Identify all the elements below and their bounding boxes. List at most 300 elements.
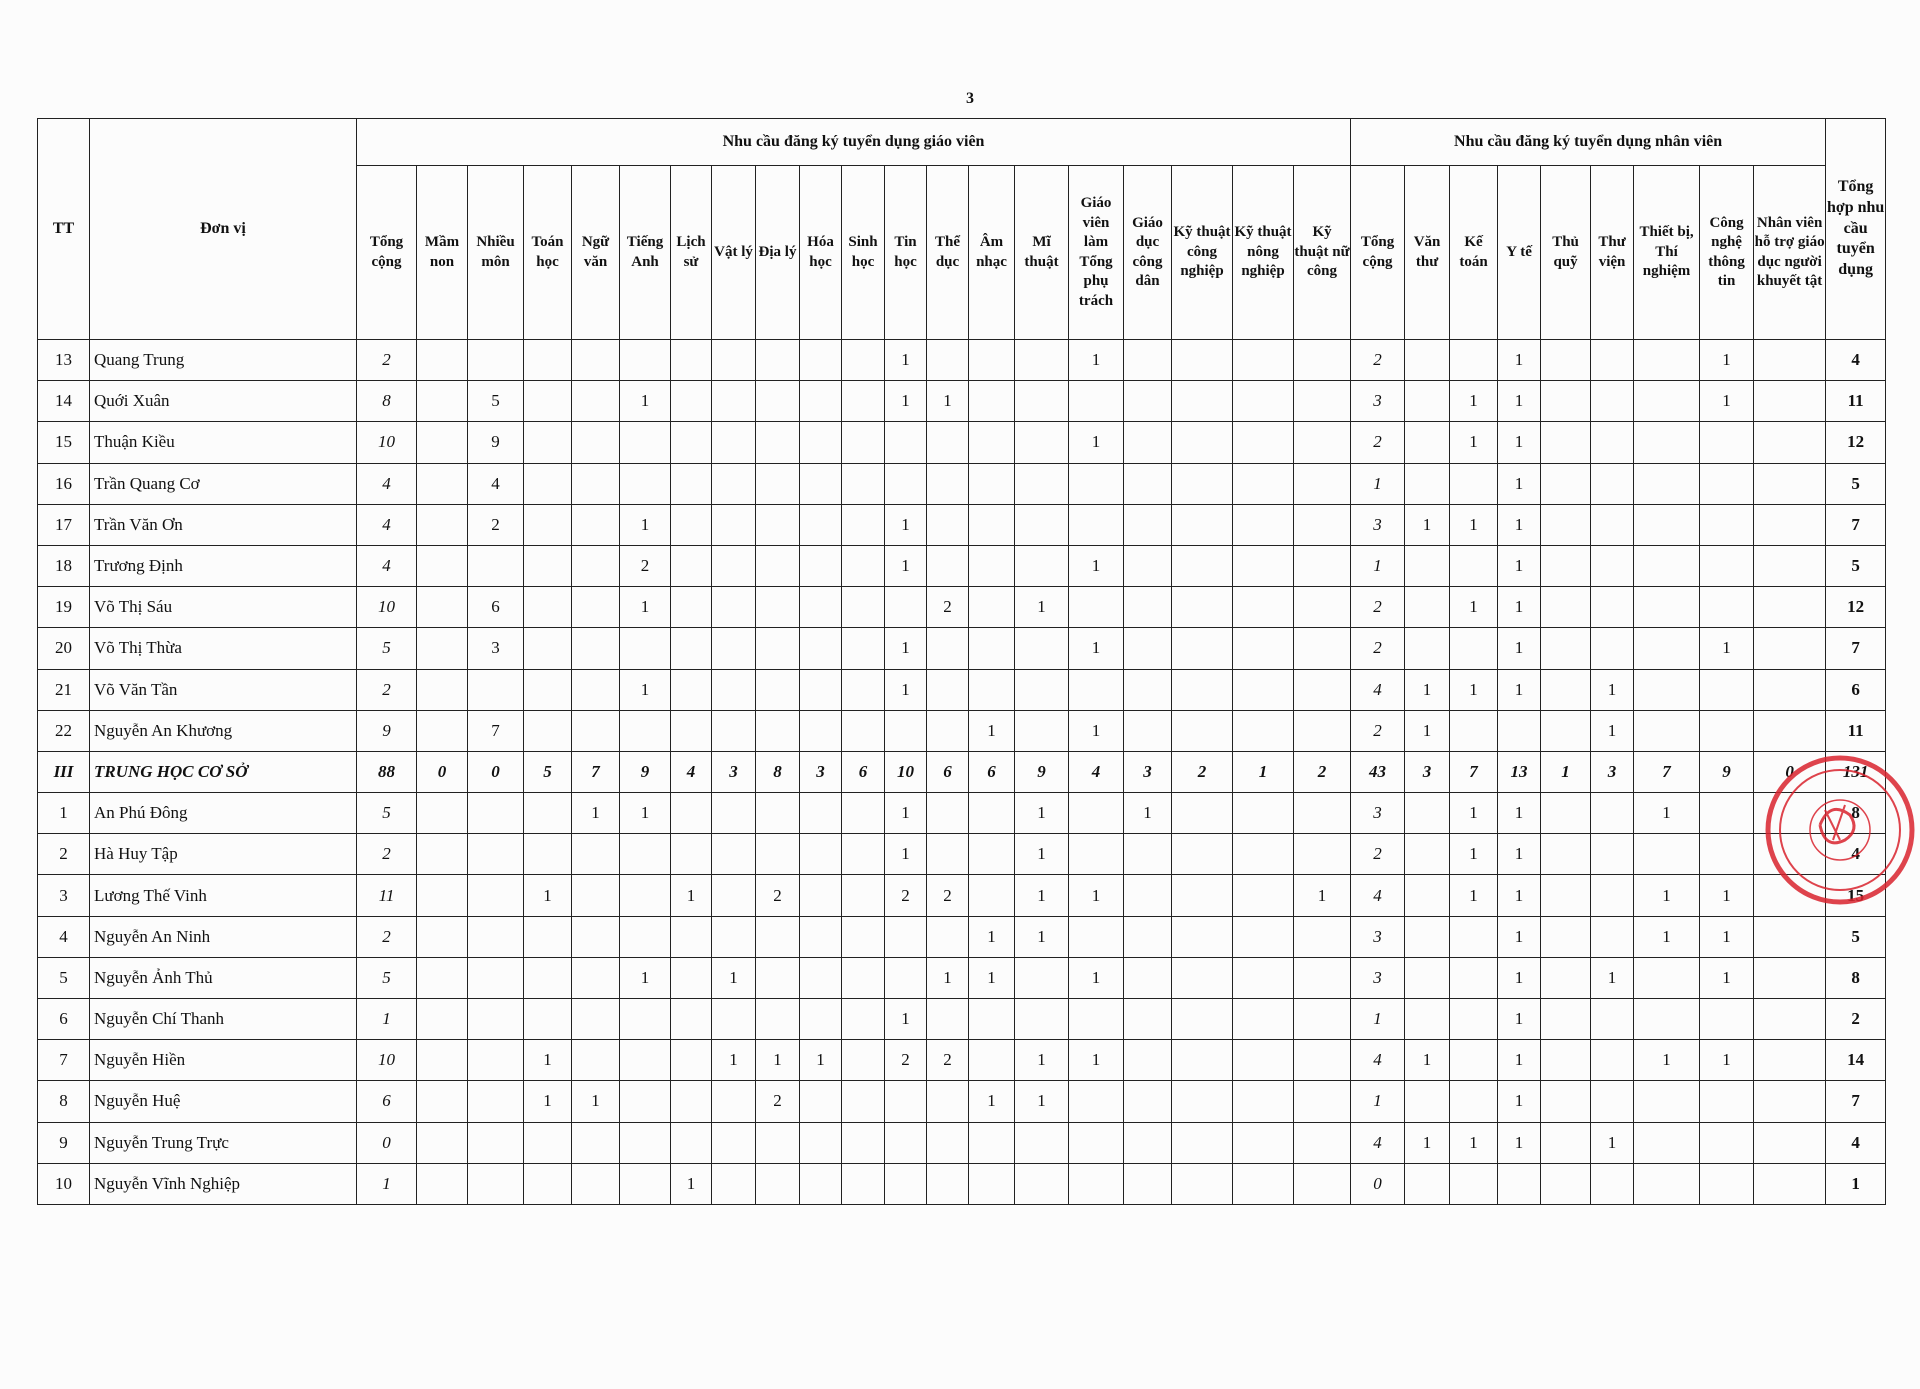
row-unit-name: Nguyễn An Khương: [90, 710, 357, 751]
table-row: [38, 504, 1886, 545]
row-staff-cell: 1: [1498, 999, 1541, 1040]
row-staff-cell: 1: [1700, 1040, 1754, 1081]
row-teacher-cell: 1: [1069, 875, 1124, 916]
row-teacher-cell: [1172, 463, 1233, 504]
row-staff-cell: [1700, 1081, 1754, 1122]
row-teacher-cell: [1015, 1163, 1069, 1204]
row-staff-cell: [1700, 793, 1754, 834]
row-teacher-cell: 1: [1069, 340, 1124, 381]
row-teacher-cell: [468, 1040, 524, 1081]
recruitment-table: [37, 118, 1886, 1205]
row-teacher-cell: [800, 834, 842, 875]
row-teacher-cell: 1: [620, 793, 671, 834]
row-staff-cell: 1: [1700, 957, 1754, 998]
row-staff-cell: [1754, 628, 1826, 669]
row-teacher-cell: [671, 1040, 712, 1081]
row-teacher-cell: [524, 504, 572, 545]
row-teacher-cell: [620, 875, 671, 916]
row-staff-cell: [1591, 1163, 1634, 1204]
row-staff-total: 2: [1351, 834, 1405, 875]
row-grand-total: 12: [1826, 422, 1886, 463]
row-teacher-cell: [1294, 587, 1351, 628]
row-teacher-cell: [756, 381, 800, 422]
row-staff-total: 1: [1351, 545, 1405, 586]
row-teacher-cell: [712, 545, 756, 586]
header-teacher-col: Thể dục: [927, 166, 969, 340]
row-teacher-cell: [468, 793, 524, 834]
row-staff-cell: [1541, 504, 1591, 545]
header-staff-col: Thủ quỹ: [1541, 166, 1591, 340]
row-staff-cell: 1: [1498, 1081, 1541, 1122]
row-teacher-cell: 1: [1015, 1040, 1069, 1081]
row-teacher-cell: 1: [927, 957, 969, 998]
row-teacher-cell: [417, 340, 468, 381]
row-teacher-cell: [572, 834, 620, 875]
row-teacher-cell: 9: [468, 422, 524, 463]
row-staff-cell: [1405, 793, 1450, 834]
row-grand-total: 5: [1826, 463, 1886, 504]
row-teacher-cell: [885, 710, 927, 751]
row-grand-total: 4: [1826, 834, 1886, 875]
row-staff-cell: [1754, 1122, 1826, 1163]
row-teacher-cell: [969, 422, 1015, 463]
row-teacher-cell: 1: [1069, 710, 1124, 751]
row-teacher-cell: [1233, 381, 1294, 422]
row-staff-cell: [1450, 463, 1498, 504]
row-teacher-cell: [927, 340, 969, 381]
row-teacher-cell: 2: [468, 504, 524, 545]
row-teacher-cell: [572, 504, 620, 545]
row-staff-cell: [1754, 916, 1826, 957]
row-teacher-cell: [712, 1122, 756, 1163]
row-teacher-cell: [969, 1040, 1015, 1081]
row-teacher-total: 2: [357, 340, 417, 381]
row-teacher-cell: [1069, 1081, 1124, 1122]
row-unit-name: Võ Thị Thừa: [90, 628, 357, 669]
row-unit-name: Trần Quang Cơ: [90, 463, 357, 504]
row-teacher-cell: [468, 834, 524, 875]
table-row: [38, 834, 1886, 875]
row-teacher-cell: [842, 999, 885, 1040]
row-teacher-cell: [1172, 422, 1233, 463]
row-teacher-cell: [1233, 504, 1294, 545]
row-teacher-cell: [969, 545, 1015, 586]
row-teacher-cell: [572, 957, 620, 998]
row-teacher-cell: [572, 463, 620, 504]
row-teacher-cell: 1: [885, 793, 927, 834]
row-teacher-cell: [885, 916, 927, 957]
row-staff-cell: [1700, 999, 1754, 1040]
header-teacher-col: Địa lý: [756, 166, 800, 340]
row-teacher-cell: 1: [1015, 875, 1069, 916]
row-teacher-cell: [756, 1163, 800, 1204]
row-teacher-cell: 1: [524, 875, 572, 916]
row-teacher-cell: [756, 422, 800, 463]
row-staff-cell: [1450, 957, 1498, 998]
row-teacher-cell: [524, 1163, 572, 1204]
row-teacher-cell: [1172, 793, 1233, 834]
row-teacher-cell: 2: [927, 875, 969, 916]
row-staff-cell: 1: [1634, 916, 1700, 957]
row-unit-name: Hà Huy Tập: [90, 834, 357, 875]
header-teacher-col: Toán học: [524, 166, 572, 340]
row-staff-total: 3: [1351, 381, 1405, 422]
row-teacher-cell: [712, 834, 756, 875]
row-teacher-cell: [756, 587, 800, 628]
row-teacher-cell: [468, 916, 524, 957]
page-number: 3: [966, 90, 974, 107]
header-staff-col: Văn thư: [1405, 166, 1450, 340]
row-teacher-cell: [417, 422, 468, 463]
row-teacher-cell: [1172, 587, 1233, 628]
row-staff-cell: 1: [1591, 710, 1634, 751]
row-teacher-cell: [524, 710, 572, 751]
row-grand-total: 4: [1826, 340, 1886, 381]
row-teacher-cell: 1: [969, 916, 1015, 957]
row-teacher-cell: [1294, 669, 1351, 710]
row-teacher-cell: [1069, 1122, 1124, 1163]
row-teacher-cell: [417, 628, 468, 669]
row-teacher-cell: [842, 504, 885, 545]
row-teacher-cell: [969, 1122, 1015, 1163]
row-teacher-cell: [620, 916, 671, 957]
row-staff-cell: [1591, 587, 1634, 628]
row-staff-cell: [1591, 999, 1634, 1040]
row-staff-cell: [1700, 834, 1754, 875]
row-teacher-cell: 1: [1069, 628, 1124, 669]
row-teacher-cell: [1294, 1081, 1351, 1122]
row-staff-cell: 1: [1634, 793, 1700, 834]
row-teacher-cell: [927, 463, 969, 504]
row-teacher-cell: [671, 834, 712, 875]
row-teacher-cell: [1172, 1163, 1233, 1204]
row-teacher-cell: [572, 587, 620, 628]
row-teacher-cell: [969, 1163, 1015, 1204]
row-teacher-cell: [417, 875, 468, 916]
table-row: [38, 751, 1886, 792]
row-teacher-cell: [842, 381, 885, 422]
row-staff-cell: [1405, 628, 1450, 669]
row-staff-cell: 1: [1591, 669, 1634, 710]
row-staff-cell: 1: [1450, 381, 1498, 422]
row-tt: 10: [38, 1163, 90, 1204]
row-unit-name: Nguyễn Hiền: [90, 1040, 357, 1081]
row-teacher-cell: 1: [712, 957, 756, 998]
row-teacher-cell: [712, 793, 756, 834]
row-grand-total: 4: [1826, 1122, 1886, 1163]
row-teacher-cell: [1124, 999, 1172, 1040]
row-teacher-cell: [1294, 463, 1351, 504]
row-teacher-cell: [1294, 1163, 1351, 1204]
row-teacher-cell: [1069, 381, 1124, 422]
row-teacher-cell: [1294, 834, 1351, 875]
table-row: [38, 710, 1886, 751]
row-teacher-cell: 1: [885, 999, 927, 1040]
row-grand-total: 8: [1826, 793, 1886, 834]
row-teacher-cell: [1172, 504, 1233, 545]
row-staff-cell: 1: [1405, 504, 1450, 545]
table-row: [38, 340, 1886, 381]
row-teacher-total: 11: [357, 875, 417, 916]
row-teacher-cell: [712, 710, 756, 751]
row-staff-cell: [1634, 587, 1700, 628]
row-teacher-cell: [885, 463, 927, 504]
row-teacher-cell: [524, 1122, 572, 1163]
row-unit-name: Nguyễn An Ninh: [90, 916, 357, 957]
row-teacher-cell: [671, 957, 712, 998]
row-teacher-cell: 8: [756, 751, 800, 792]
row-teacher-cell: [468, 999, 524, 1040]
row-teacher-cell: [800, 422, 842, 463]
row-teacher-cell: [468, 545, 524, 586]
row-teacher-cell: [524, 422, 572, 463]
row-teacher-cell: [1233, 1040, 1294, 1081]
row-staff-cell: 1: [1700, 381, 1754, 422]
row-staff-cell: 1: [1498, 793, 1541, 834]
row-teacher-total: 1: [357, 999, 417, 1040]
row-unit-name: Trần Văn Ơn: [90, 504, 357, 545]
row-teacher-cell: 1: [1294, 875, 1351, 916]
table-row: [38, 916, 1886, 957]
row-teacher-cell: [524, 340, 572, 381]
row-teacher-cell: [712, 1163, 756, 1204]
row-teacher-cell: [572, 669, 620, 710]
row-staff-total: 2: [1351, 628, 1405, 669]
row-unit-name: Nguyễn Chí Thanh: [90, 999, 357, 1040]
row-teacher-cell: [1233, 463, 1294, 504]
row-teacher-cell: [417, 587, 468, 628]
row-teacher-cell: [572, 422, 620, 463]
row-teacher-cell: [1172, 834, 1233, 875]
row-teacher-total: 8: [357, 381, 417, 422]
row-grand-total: 7: [1826, 1081, 1886, 1122]
row-teacher-cell: 1: [1069, 545, 1124, 586]
row-staff-cell: 1: [1541, 751, 1591, 792]
row-teacher-cell: 3: [1124, 751, 1172, 792]
row-teacher-cell: [671, 422, 712, 463]
row-staff-cell: [1754, 422, 1826, 463]
row-staff-cell: 1: [1498, 504, 1541, 545]
row-staff-cell: 1: [1450, 1122, 1498, 1163]
row-teacher-cell: 5: [524, 751, 572, 792]
row-teacher-cell: [927, 793, 969, 834]
row-teacher-cell: [885, 1081, 927, 1122]
row-tt: 5: [38, 957, 90, 998]
row-teacher-cell: [842, 587, 885, 628]
row-teacher-cell: [417, 1040, 468, 1081]
row-teacher-cell: [620, 1040, 671, 1081]
row-tt: 22: [38, 710, 90, 751]
header-teacher-col: Giáo dục công dân: [1124, 166, 1172, 340]
row-teacher-cell: [1069, 793, 1124, 834]
row-teacher-cell: [885, 422, 927, 463]
row-teacher-cell: [969, 793, 1015, 834]
row-teacher-cell: [1124, 710, 1172, 751]
row-teacher-cell: 1: [671, 1163, 712, 1204]
row-staff-cell: [1634, 628, 1700, 669]
row-staff-cell: [1541, 340, 1591, 381]
row-teacher-cell: [927, 999, 969, 1040]
row-staff-cell: [1541, 381, 1591, 422]
row-staff-cell: [1405, 916, 1450, 957]
header-staff-col: Thiết bị, Thí nghiệm: [1634, 166, 1700, 340]
row-teacher-cell: [620, 628, 671, 669]
row-teacher-cell: [671, 545, 712, 586]
row-teacher-cell: [1233, 545, 1294, 586]
row-teacher-cell: 1: [572, 793, 620, 834]
row-teacher-total: 6: [357, 1081, 417, 1122]
row-teacher-total: 4: [357, 504, 417, 545]
row-teacher-cell: [1172, 957, 1233, 998]
row-teacher-cell: [842, 669, 885, 710]
row-teacher-cell: [1172, 710, 1233, 751]
row-teacher-cell: [417, 916, 468, 957]
row-teacher-cell: [756, 793, 800, 834]
table-row: [38, 957, 1886, 998]
row-teacher-cell: [712, 628, 756, 669]
row-tt: 17: [38, 504, 90, 545]
row-teacher-cell: [1233, 834, 1294, 875]
row-teacher-cell: 2: [620, 545, 671, 586]
row-grand-total: 12: [1826, 587, 1886, 628]
row-staff-cell: [1591, 628, 1634, 669]
table-row: [38, 793, 1886, 834]
row-staff-cell: 1: [1498, 545, 1541, 586]
row-unit-name: An Phú Đông: [90, 793, 357, 834]
row-teacher-cell: [756, 628, 800, 669]
row-teacher-cell: [756, 916, 800, 957]
row-staff-cell: [1405, 957, 1450, 998]
row-grand-total: 11: [1826, 710, 1886, 751]
row-teacher-cell: [927, 545, 969, 586]
row-teacher-cell: [620, 1122, 671, 1163]
row-staff-cell: [1405, 340, 1450, 381]
table-row: [38, 1040, 1886, 1081]
row-staff-cell: [1405, 422, 1450, 463]
row-teacher-cell: 1: [756, 1040, 800, 1081]
row-teacher-total: 5: [357, 957, 417, 998]
row-teacher-cell: 1: [885, 504, 927, 545]
row-grand-total: 8: [1826, 957, 1886, 998]
row-teacher-cell: [1294, 340, 1351, 381]
row-staff-total: 2: [1351, 340, 1405, 381]
row-teacher-cell: [671, 381, 712, 422]
row-teacher-cell: [1124, 1081, 1172, 1122]
row-staff-cell: [1405, 834, 1450, 875]
row-teacher-cell: [1172, 381, 1233, 422]
row-teacher-cell: [1124, 957, 1172, 998]
row-unit-name: Võ Văn Tần: [90, 669, 357, 710]
row-teacher-cell: [969, 669, 1015, 710]
row-teacher-cell: [1124, 463, 1172, 504]
row-teacher-cell: [572, 381, 620, 422]
header-staff-col: Y tế: [1498, 166, 1541, 340]
row-teacher-cell: [1233, 587, 1294, 628]
row-teacher-cell: [417, 1163, 468, 1204]
row-teacher-cell: [671, 504, 712, 545]
row-teacher-cell: [620, 463, 671, 504]
row-staff-cell: [1591, 875, 1634, 916]
row-staff-cell: [1754, 381, 1826, 422]
row-staff-cell: [1754, 463, 1826, 504]
row-staff-cell: [1754, 545, 1826, 586]
row-teacher-cell: [800, 916, 842, 957]
row-teacher-cell: [927, 1122, 969, 1163]
row-teacher-cell: [572, 1040, 620, 1081]
row-teacher-cell: 1: [620, 587, 671, 628]
row-teacher-cell: [842, 875, 885, 916]
row-staff-cell: [1754, 669, 1826, 710]
row-staff-cell: [1634, 957, 1700, 998]
row-teacher-cell: 1: [885, 628, 927, 669]
row-teacher-cell: [572, 1122, 620, 1163]
row-staff-cell: [1450, 1040, 1498, 1081]
header-teacher-col: Hóa học: [800, 166, 842, 340]
row-staff-cell: 1: [1450, 587, 1498, 628]
header-teacher-col: Vật lý: [712, 166, 756, 340]
row-staff-cell: 1: [1405, 1040, 1450, 1081]
row-teacher-cell: [842, 834, 885, 875]
row-teacher-cell: [712, 999, 756, 1040]
row-staff-cell: [1754, 834, 1826, 875]
row-grand-total: 15: [1826, 875, 1886, 916]
row-unit-name: Nguyễn Ảnh Thủ: [90, 957, 357, 998]
row-teacher-cell: [842, 1081, 885, 1122]
row-teacher-cell: [572, 710, 620, 751]
row-teacher-cell: 1: [1015, 587, 1069, 628]
row-teacher-cell: [524, 587, 572, 628]
row-staff-cell: [1700, 587, 1754, 628]
row-teacher-cell: [468, 669, 524, 710]
row-teacher-cell: [468, 875, 524, 916]
row-teacher-cell: 1: [1124, 793, 1172, 834]
row-teacher-cell: [1233, 669, 1294, 710]
row-staff-cell: 1: [1450, 669, 1498, 710]
row-teacher-cell: 3: [468, 628, 524, 669]
row-teacher-cell: [1015, 999, 1069, 1040]
row-teacher-cell: [1124, 1040, 1172, 1081]
row-teacher-cell: [800, 999, 842, 1040]
row-teacher-cell: [1172, 1081, 1233, 1122]
row-staff-cell: 1: [1450, 504, 1498, 545]
row-teacher-cell: [1172, 999, 1233, 1040]
row-tt: 18: [38, 545, 90, 586]
row-teacher-cell: 3: [712, 751, 756, 792]
row-teacher-cell: 2: [885, 875, 927, 916]
row-staff-cell: [1450, 545, 1498, 586]
row-staff-cell: [1754, 1081, 1826, 1122]
row-tt: 20: [38, 628, 90, 669]
header-don-vi: Đơn vị: [90, 119, 357, 340]
row-teacher-cell: [800, 875, 842, 916]
row-staff-cell: 1: [1634, 875, 1700, 916]
row-teacher-cell: [1233, 999, 1294, 1040]
row-staff-cell: 13: [1498, 751, 1541, 792]
header-teacher-col: Ngữ văn: [572, 166, 620, 340]
row-teacher-cell: [756, 463, 800, 504]
row-teacher-cell: [1172, 628, 1233, 669]
row-staff-cell: [1450, 916, 1498, 957]
row-teacher-cell: 1: [885, 545, 927, 586]
table-row: [38, 669, 1886, 710]
row-staff-cell: [1634, 340, 1700, 381]
header-staff-col: Kế toán: [1450, 166, 1498, 340]
row-teacher-cell: [417, 710, 468, 751]
row-teacher-total: 5: [357, 793, 417, 834]
table-row: [38, 1122, 1886, 1163]
row-teacher-cell: [671, 1081, 712, 1122]
row-staff-total: 4: [1351, 669, 1405, 710]
